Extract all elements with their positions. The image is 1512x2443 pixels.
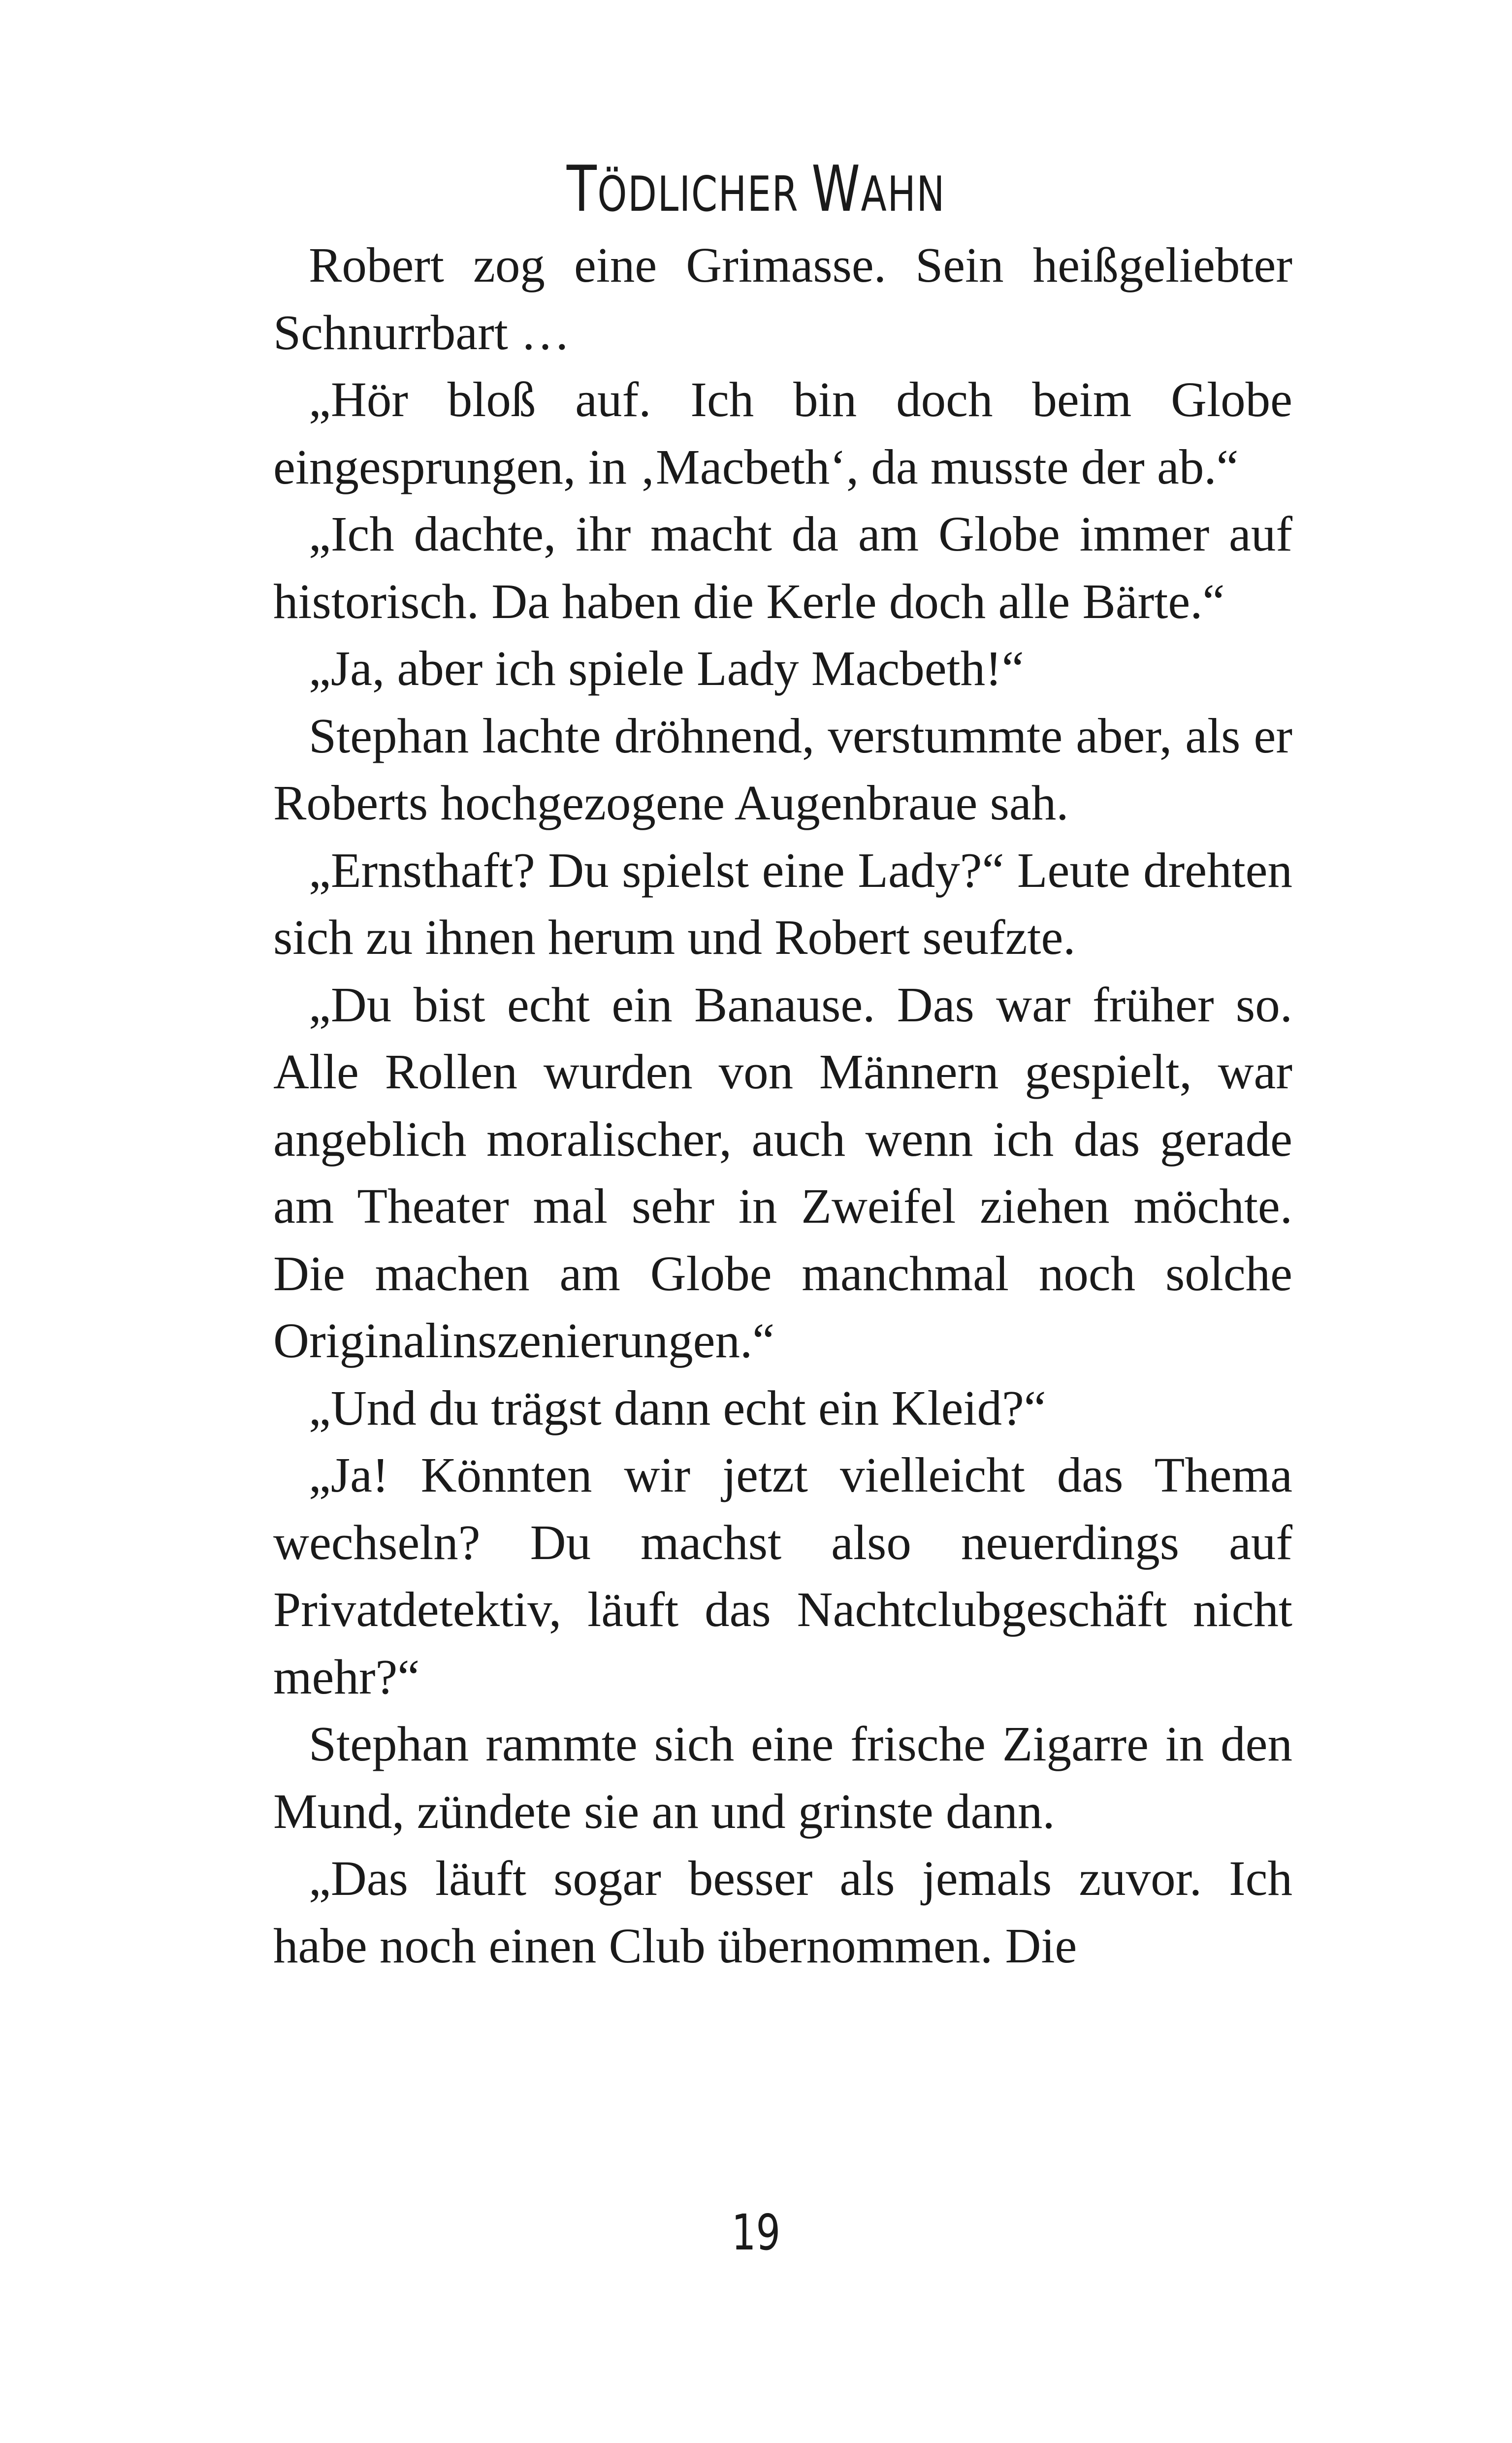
paragraph: „Ich dachte, ihr macht da am Globe immer auf historisch. Da haben die Kerle doch alle Bärte.“	[273, 506, 1292, 629]
paragraph: „Und du trägst dann echt ein Kleid?“	[309, 1380, 1046, 1435]
paragraph: „Ja! Könnten wir jetzt vielleicht das Thema wechseln? Du machst also neuerdings auf Privatdetektiv, läuft das Nachtclubgeschäft nicht mehr?“	[273, 1447, 1292, 1704]
header-word-1: ÖDLICHER	[597, 166, 812, 223]
page-number: 19	[731, 2204, 781, 2261]
paragraph: „Ernsthaft? Du spielst eine Lady?“ Leute drehten sich zu ihnen herum und Robert seufzte.	[273, 842, 1292, 965]
paragraph: „Das läuft sogar besser als jemals zuvor. Ich habe noch einen Club übernommen. Die	[273, 1851, 1292, 1973]
paragraph: Stephan rammte sich eine frische Zigarre in den Mund, zündete sie an und grinste dann.	[273, 1716, 1292, 1839]
paragraph: „Hör bloß auf. Ich bin doch beim Globe eingesprungen, in ‚Macbeth‘, da musste der ab.“	[273, 372, 1292, 494]
paragraph: Robert zog eine Grimasse. Sein heißgeliebter Schnurrbart …	[273, 237, 1292, 360]
running-header	[166, 153, 1346, 226]
header-initial-1: T	[566, 153, 598, 226]
paragraph: „Ja, aber ich spiele Lady Macbeth!“	[309, 641, 1024, 696]
header-initial-2: W	[811, 153, 861, 226]
header-word-2: AHN	[861, 166, 946, 223]
paragraph: Stephan lachte dröhnend, verstummte aber, als er Roberts hochgezogene Augenbraue sah.	[273, 708, 1292, 830]
body-text	[273, 231, 1292, 1979]
paragraph: „Du bist echt ein Banause. Das war früher so. Alle Rollen wurden von Männern gespielt, war angeblich moralischer, auch wenn ich das gerade am Theater mal sehr in Zweifel ziehen möchte. Die machen am Globe manchmal noch solche Originalinszenierungen.“	[273, 977, 1292, 1368]
